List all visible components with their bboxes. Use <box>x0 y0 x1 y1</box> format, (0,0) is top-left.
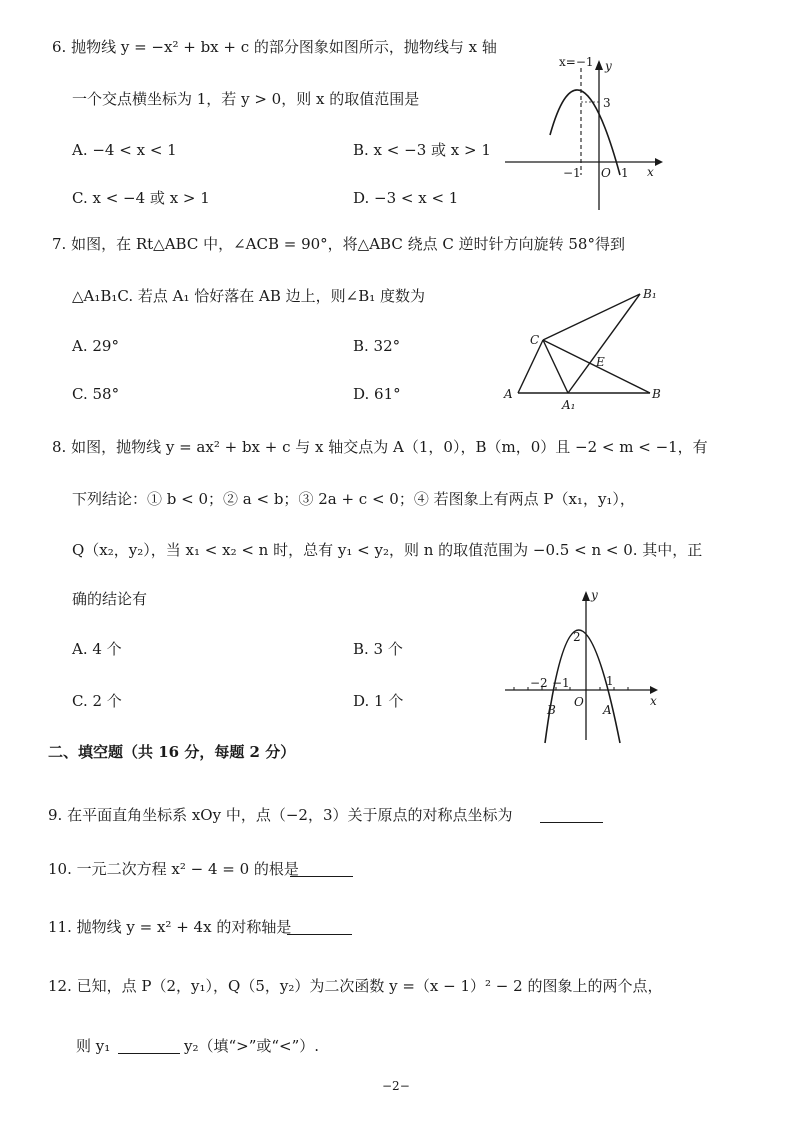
q8-y-label: y <box>591 588 598 602</box>
q6-x-label: x <box>647 165 654 179</box>
q10-answer-blank <box>290 860 353 877</box>
q8-parabola-figure <box>500 585 670 745</box>
q7-segment-cb1 <box>543 294 640 340</box>
q12-line1: 12. 已知，点 P（2，y₁），Q（5，y₂）为二次函数 y =（x − 1）² − 2 的图象上的两个点， <box>48 977 663 995</box>
q8-option-d: D. 1 个 <box>353 692 404 710</box>
q6-neg1-label: −1 <box>563 166 581 180</box>
q8-x-arrow <box>650 686 658 694</box>
q7-label-e: E <box>596 355 605 369</box>
q8-stem-line2: 下列结论：① b < 0；② a < b；③ 2a + c < 0；④ 若图象上有两点 P（x₁，y₁）， <box>72 490 635 508</box>
q7-triangle-figure <box>500 282 670 412</box>
q12-line2-suffix: y₂（填“>”或“<”）. <box>184 1037 320 1055</box>
q6-stem-line2: 一个交点横坐标为 1，若 y > 0，则 x 的取值范围是 <box>72 90 420 108</box>
q6-one-label: 1 <box>621 166 629 180</box>
q6-axis-label: x=−1 <box>559 55 594 69</box>
q7-option-c: C. 58° <box>72 385 120 403</box>
q8-neg2-label: −2 <box>530 676 548 690</box>
q6-option-a: A. −4 < x < 1 <box>72 141 177 159</box>
q10-text: 10. 一元二次方程 x² − 4 = 0 的根是 <box>48 860 299 878</box>
page-number: −2− <box>382 1079 410 1093</box>
q7-stem-line2: △A₁B₁C. 若点 A₁ 恰好落在 AB 边上，则∠B₁ 度数为 <box>72 287 426 305</box>
q8-option-b: B. 3 个 <box>353 640 403 658</box>
q7-segment-ac <box>518 340 543 393</box>
q6-y-arrow <box>595 60 603 70</box>
q7-segment-b1a1 <box>568 294 640 393</box>
q8-stem-line4: 确的结论有 <box>72 590 148 608</box>
q6-option-d: D. −3 < x < 1 <box>353 189 459 207</box>
q7-label-b1: B₁ <box>643 287 657 301</box>
q7-segment-ca1 <box>543 340 568 393</box>
q8-y-arrow <box>582 591 590 601</box>
section-heading: 二、填空题（共 16 分，每题 2 分） <box>48 743 296 761</box>
q6-option-c: C. x < −4 或 x > 1 <box>72 189 210 207</box>
q8-label-b: B <box>547 703 556 717</box>
q7-label-c: C <box>530 333 540 347</box>
q7-option-a: A. 29° <box>72 337 119 355</box>
q11-answer-blank <box>287 918 352 935</box>
q7-label-a: A <box>504 387 513 401</box>
q6-parabola-figure <box>495 50 665 215</box>
q8-label-a: A <box>603 703 612 717</box>
q6-y-label: y <box>605 59 612 73</box>
q9-text: 9. 在平面直角坐标系 xOy 中，点（−2，3）关于原点的对称点坐标为 <box>48 806 513 824</box>
q12-answer-blank <box>118 1037 180 1054</box>
q12-line2-prefix: 则 y₁ <box>76 1037 111 1055</box>
q8-one-label: 1 <box>606 674 614 688</box>
q8-x-label: x <box>650 694 657 708</box>
q8-neg1-label: −1 <box>552 676 570 690</box>
q6-x-arrow <box>655 158 663 166</box>
q8-origin-label: O <box>574 695 584 709</box>
q8-stem-line3: Q（x₂，y₂），当 x₁ < x₂ < n 时，总有 y₁ < y₂，则 n 的取值范围为 −0.5 < n < 0. 其中，正 <box>72 541 703 559</box>
q6-three-label: 3 <box>603 96 611 110</box>
q11-text: 11. 抛物线 y = x² + 4x 的对称轴是 <box>48 918 292 936</box>
q8-option-a: A. 4 个 <box>72 640 122 658</box>
q6-stem-line1: 6. 抛物线 y = −x² + bx + c 的部分图象如图所示，抛物线与 x 轴 <box>52 38 497 56</box>
q7-option-b: B. 32° <box>353 337 401 355</box>
q7-label-a1: A₁ <box>562 398 576 412</box>
q8-option-c: C. 2 个 <box>72 692 122 710</box>
q7-label-b: B <box>652 387 661 401</box>
q6-origin-label: O <box>601 166 611 180</box>
q9-answer-blank <box>540 806 603 823</box>
q8-stem-line1: 8. 如图，抛物线 y = ax² + bx + c 与 x 轴交点为 A（1，0），B（m，0）且 −2 < m < −1，有 <box>52 438 708 456</box>
q8-two-label: 2 <box>573 630 581 644</box>
q6-option-b: B. x < −3 或 x > 1 <box>353 141 491 159</box>
q7-stem-line1: 7. 如图，在 Rt△ABC 中，∠ACB = 90°，将△ABC 绕点 C 逆时针方向旋转 58°得到 <box>52 235 625 253</box>
q7-option-d: D. 61° <box>353 385 401 403</box>
